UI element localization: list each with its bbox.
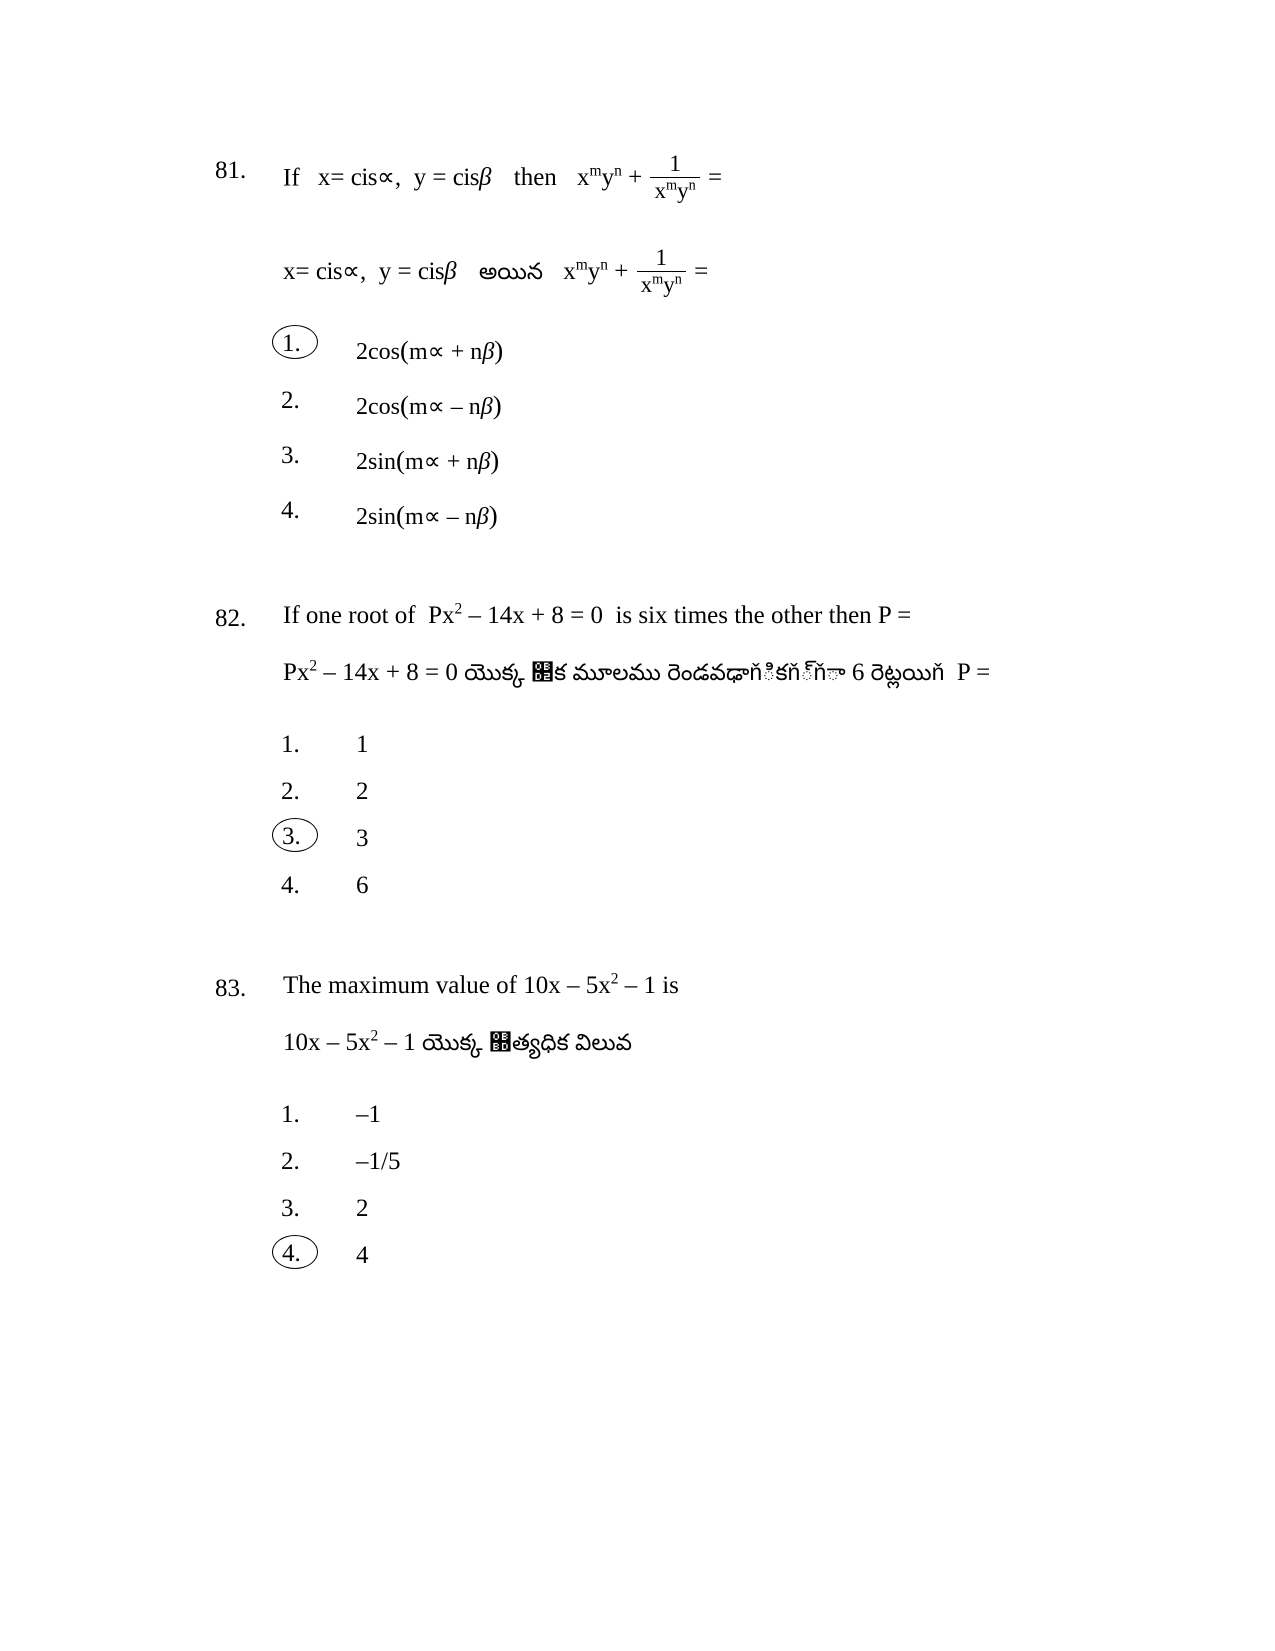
question-text-english: If one root of Px$^2$ – 14x + 8 = 0 is six times the other then P = bbox=[283, 600, 912, 629]
option-number: 2. bbox=[281, 1148, 300, 1175]
question-text-telugu bbox=[283, 245, 709, 299]
option-value: 6 bbox=[356, 872, 369, 899]
option-value: 2 bbox=[356, 778, 369, 805]
question-text-telugu: Px$^2$ – 14x + 8 = 0 యొక్క ௒క మూలము రెండవఢాňికň్ňా 6 రెట్లయిň P = bbox=[283, 657, 991, 686]
option-number: 4. bbox=[281, 872, 300, 899]
question-expression-telugu: x= cis∝, y = cisβ అయిన $x^my^n$ + $\frac{1}{x^my^n}$ = bbox=[283, 245, 709, 298]
option-number: 4. bbox=[282, 1240, 301, 1267]
question-prefix: If bbox=[283, 164, 300, 192]
question-number: 81. bbox=[215, 157, 247, 184]
telugu-connective: అయిన bbox=[478, 258, 543, 285]
option-value: 3 bbox=[356, 825, 369, 852]
option-number: 2. bbox=[281, 387, 300, 414]
selected-answer-circle bbox=[272, 1235, 318, 1269]
option-value: –1/5 bbox=[356, 1148, 401, 1175]
option-number: 3. bbox=[282, 823, 301, 850]
option-value: 4 bbox=[356, 1242, 369, 1269]
option-number: 4. bbox=[281, 497, 300, 524]
question-number: 83. bbox=[215, 975, 247, 1002]
question-text-english: The maximum value of $10x - 5x^2 - 1$ is bbox=[283, 970, 679, 999]
option-value: 2 bbox=[356, 1195, 369, 1222]
option-value: 2sin(m∝ – nβ) bbox=[356, 500, 498, 530]
option-number: 2. bbox=[281, 778, 300, 805]
option-number: 3. bbox=[281, 1195, 300, 1222]
question-text-english bbox=[283, 151, 723, 205]
option-value: 2cos(m∝ – nβ) bbox=[356, 390, 502, 420]
question-expression: x= cis∝, y = cisβ then $x^my^n$ + $\frac{1}{x^my^n}$ = bbox=[317, 151, 723, 204]
question-number: 82. bbox=[215, 605, 247, 632]
option-number: 1. bbox=[282, 330, 301, 357]
selected-answer-circle bbox=[272, 818, 318, 852]
option-value: 2sin(m∝ + nβ) bbox=[356, 445, 500, 475]
question-text-telugu: $10x - 5x^2 - 1$ యొక్క ஽త్యధిక విలువ bbox=[283, 1027, 632, 1056]
option-value: 1 bbox=[356, 731, 369, 758]
option-number: 1. bbox=[281, 1101, 300, 1128]
option-number: 1. bbox=[281, 731, 300, 758]
option-value: 2cos(m∝ + nβ) bbox=[356, 335, 504, 365]
selected-answer-circle bbox=[272, 325, 318, 359]
option-value: –1 bbox=[356, 1101, 381, 1128]
option-number: 3. bbox=[281, 442, 300, 469]
